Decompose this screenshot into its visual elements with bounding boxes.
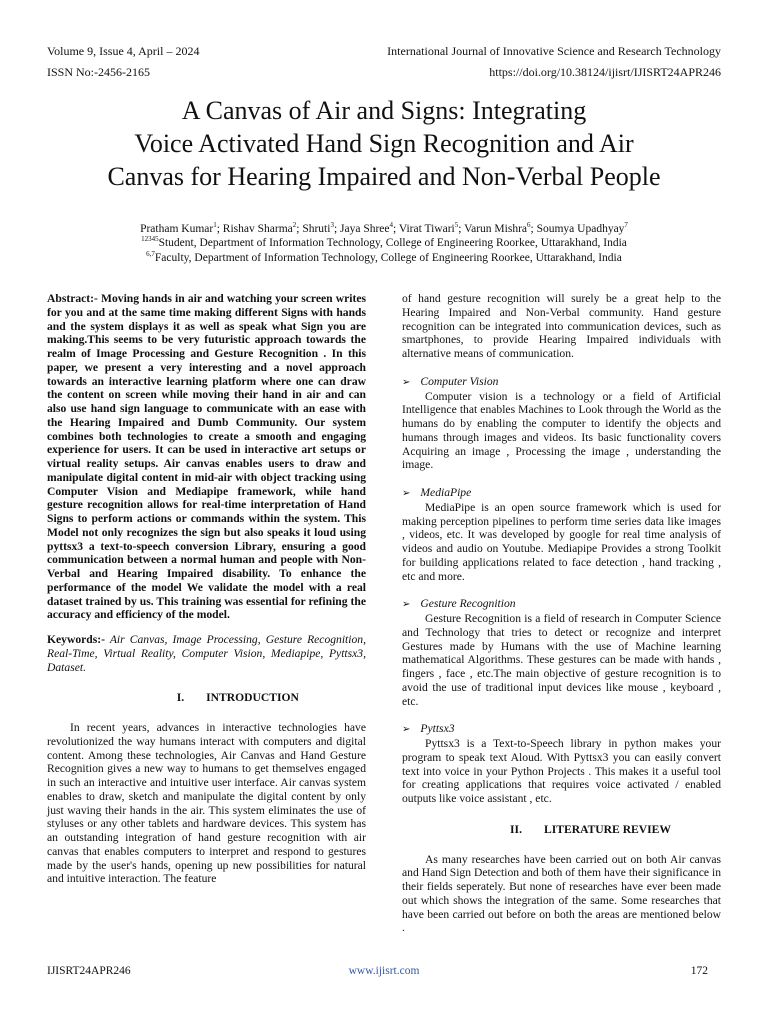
affiliation-faculty: $^{6,7}$Faculty, Department of Information Technology, College of Engineering Roorkee, Uttarakhand, India — [146, 249, 622, 264]
arrow-bullet-icon: ➢ — [402, 599, 411, 611]
section-heading-introduction: I. INTRODUCTION — [176, 691, 299, 705]
arrow-bullet-icon: ➢ — [402, 488, 411, 499]
author-block — [40, 222, 728, 265]
affiliation-students: $^{12345}$Student, Department of Information Technology, College of Engineering Roorkee, Uttarakhand, India — [141, 235, 627, 250]
section-heading-literature-review: II. LITERATURE REVIEW — [510, 822, 672, 836]
right-column — [402, 292, 721, 935]
journal-name: International Journal of Innovative Science and Research Technology — [387, 44, 721, 58]
arrow-bullet-icon: ➢ — [402, 376, 411, 388]
volume-info: Volume 9, Issue 4, April – 2024 — [47, 44, 200, 58]
introduction-continued: of hand gesture recognition will surely be a great help to the Hearing Impaired and Non-Verbal community. Hand gesture recognition can be integrated into communication devices, such as smartphones, to provide Hearing Impaired individuals with alternative means of communication. — [402, 292, 721, 360]
title-line-3: Canvas for Hearing Impaired and Non-Verbal People — [107, 162, 661, 191]
paper-title — [20, 94, 748, 193]
doi-link[interactable]: https://doi.org/10.38124/ijisrt/IJISRT24APR246 — [489, 65, 721, 79]
abstract: Abstract:- Moving hands in air and watching your screen writes for you and at the same time making different Signs with hands and the system displays it as well as speak what Sign you are making.This seems to be very futuristic approach towards the realm of Image Processing and Gesture Recognition . In this paper, we present a very interesting and a novel approach towards an interactive learning platform where one can draw the content on screen while moving their hand in air and can also use hand sign language to communicate with an ease with the Hearing Impaired and Dumb Community. Our system combines both technologies to create a smooth and engaging experience for users. It can be used in interactive art setups or virtual reality setups. Air canvas enables users to draw and manipulate digital content in mid-air with object tracking using Computer Vision and Mediapipe framework, while hand gesture recognition allows for real-time interpretation of Hand Signs to perform actions or commands within the system. This Model not only recognizes the sign but also speaks it loud using pyttsx3 a text-to-speech conversion Library, ensuring a good communication between a normal human and people with Non-Verbal and Hearing Impaired disability. To enhance the performance of the model We validate the model with a real dataset trained by us. This training was essential for refining the accuracy and efficiency of the model. — [47, 292, 366, 622]
mediapipe-text: MediaPipe is an open source framework which is used for making perception pipelines to perform time series data like images , videos, etc. It was developed by google for real time analysis of videos and audio on Youtube. Mediapipe Provides a strong Toolkit for building applications related to face detection , hand tracking , etc and more. — [402, 500, 721, 583]
subheading-computer-vision: ➢ Computer Vision — [402, 374, 499, 388]
literature-review-paragraph: As many researches have been carried out on both Air canvas and Hand Sign Detection and both of them have their significance in their fields seperately. But none of researches have ever been made out which shows the integration of the same. Some researches that have been carried out before on both the areas are mentioned below . — [402, 852, 721, 935]
subheading-pyttsx3: ➢ Pyttsx3 — [402, 722, 455, 736]
page-number: 172 — [690, 965, 708, 977]
issn: ISSN No:-2456-2165 — [47, 65, 151, 79]
computer-vision-text: Computer vision is a technology or a field of Artificial Intelligence that enables Machines to Look through the World as the humans do by enabling the computer to identify the objects and humans through images and videos. Its basic functionality covers Acquiring an image , Processing the image , understanding the image. — [402, 389, 721, 472]
subheading-mediapipe: ➢ MediaPipe — [402, 486, 472, 499]
footer-paper-code: IJISRT24APR246 — [47, 965, 131, 977]
author-list: Pratham Kumar$^1$; Rishav Sharma$^2$; Shruti$^3$; Jaya Shree$^4$; Virat Tiwari$^5$; Varun Mishra$^6$; Soumya Upadhyay$^7$ — [140, 221, 628, 235]
title-line-2: Voice Activated Hand Sign Recognition and Air — [134, 129, 634, 158]
title-line-1: A Canvas of Air and Signs: Integrating — [181, 96, 587, 125]
subheading-gesture-recognition: ➢ Gesture Recognition — [402, 597, 516, 611]
keywords: Keywords:- Air Canvas, Image Processing, Gesture Recognition, Real-Time, Virtual Reality, Computer Vision, Mediapipe, Pyttsx3, Dataset. — [47, 633, 366, 674]
arrow-bullet-icon: ➢ — [402, 724, 411, 736]
pyttsx3-text: Pyttsx3 is a Text-to-Speech library in python makes your program to speak text Aloud. With Pyttsx3 you can easily convert text into voice in your Python Projects . This makes it a useful tool for creating applications that requires voice activated / enabled outputs like voice assistant , etc. — [402, 737, 721, 805]
introduction-paragraph: In recent years, advances in interactive technologies have revolutionized the way humans interact with computers and digital content. Among these technologies, Air Canvas and Hand Gesture Recognition gives a new way to humans to get themselves engaged in such an interactive and intuitive user interface. Air canvas system enables to draw, sketch and manipulate the digital content by only just waving their hands in the air. This system eliminates the use of styluses or any other tablets and hardware devices. This system has an outstanding integration of hand gesture recognition with air canvas that enables computers to interpret and respond to gestures made by the user's hands, opening up new possibilities for natural and intuitive interaction. The feature — [47, 721, 366, 886]
left-column — [47, 292, 366, 886]
footer-website-link[interactable]: www.ijisrt.com — [348, 965, 420, 977]
gesture-recognition-text: Gesture Recognition is a field of research in Computer Science and Technology that tries to detect or recognize and interpret Gestures made by Humans with the use of Machine learning mathematical Algorithms. These gestures can be made with hands , fingers , face , etc.The main objective of gesture recognition is to avoid the use of traditional input devices like mouse , keyboard , etc. — [402, 612, 721, 708]
